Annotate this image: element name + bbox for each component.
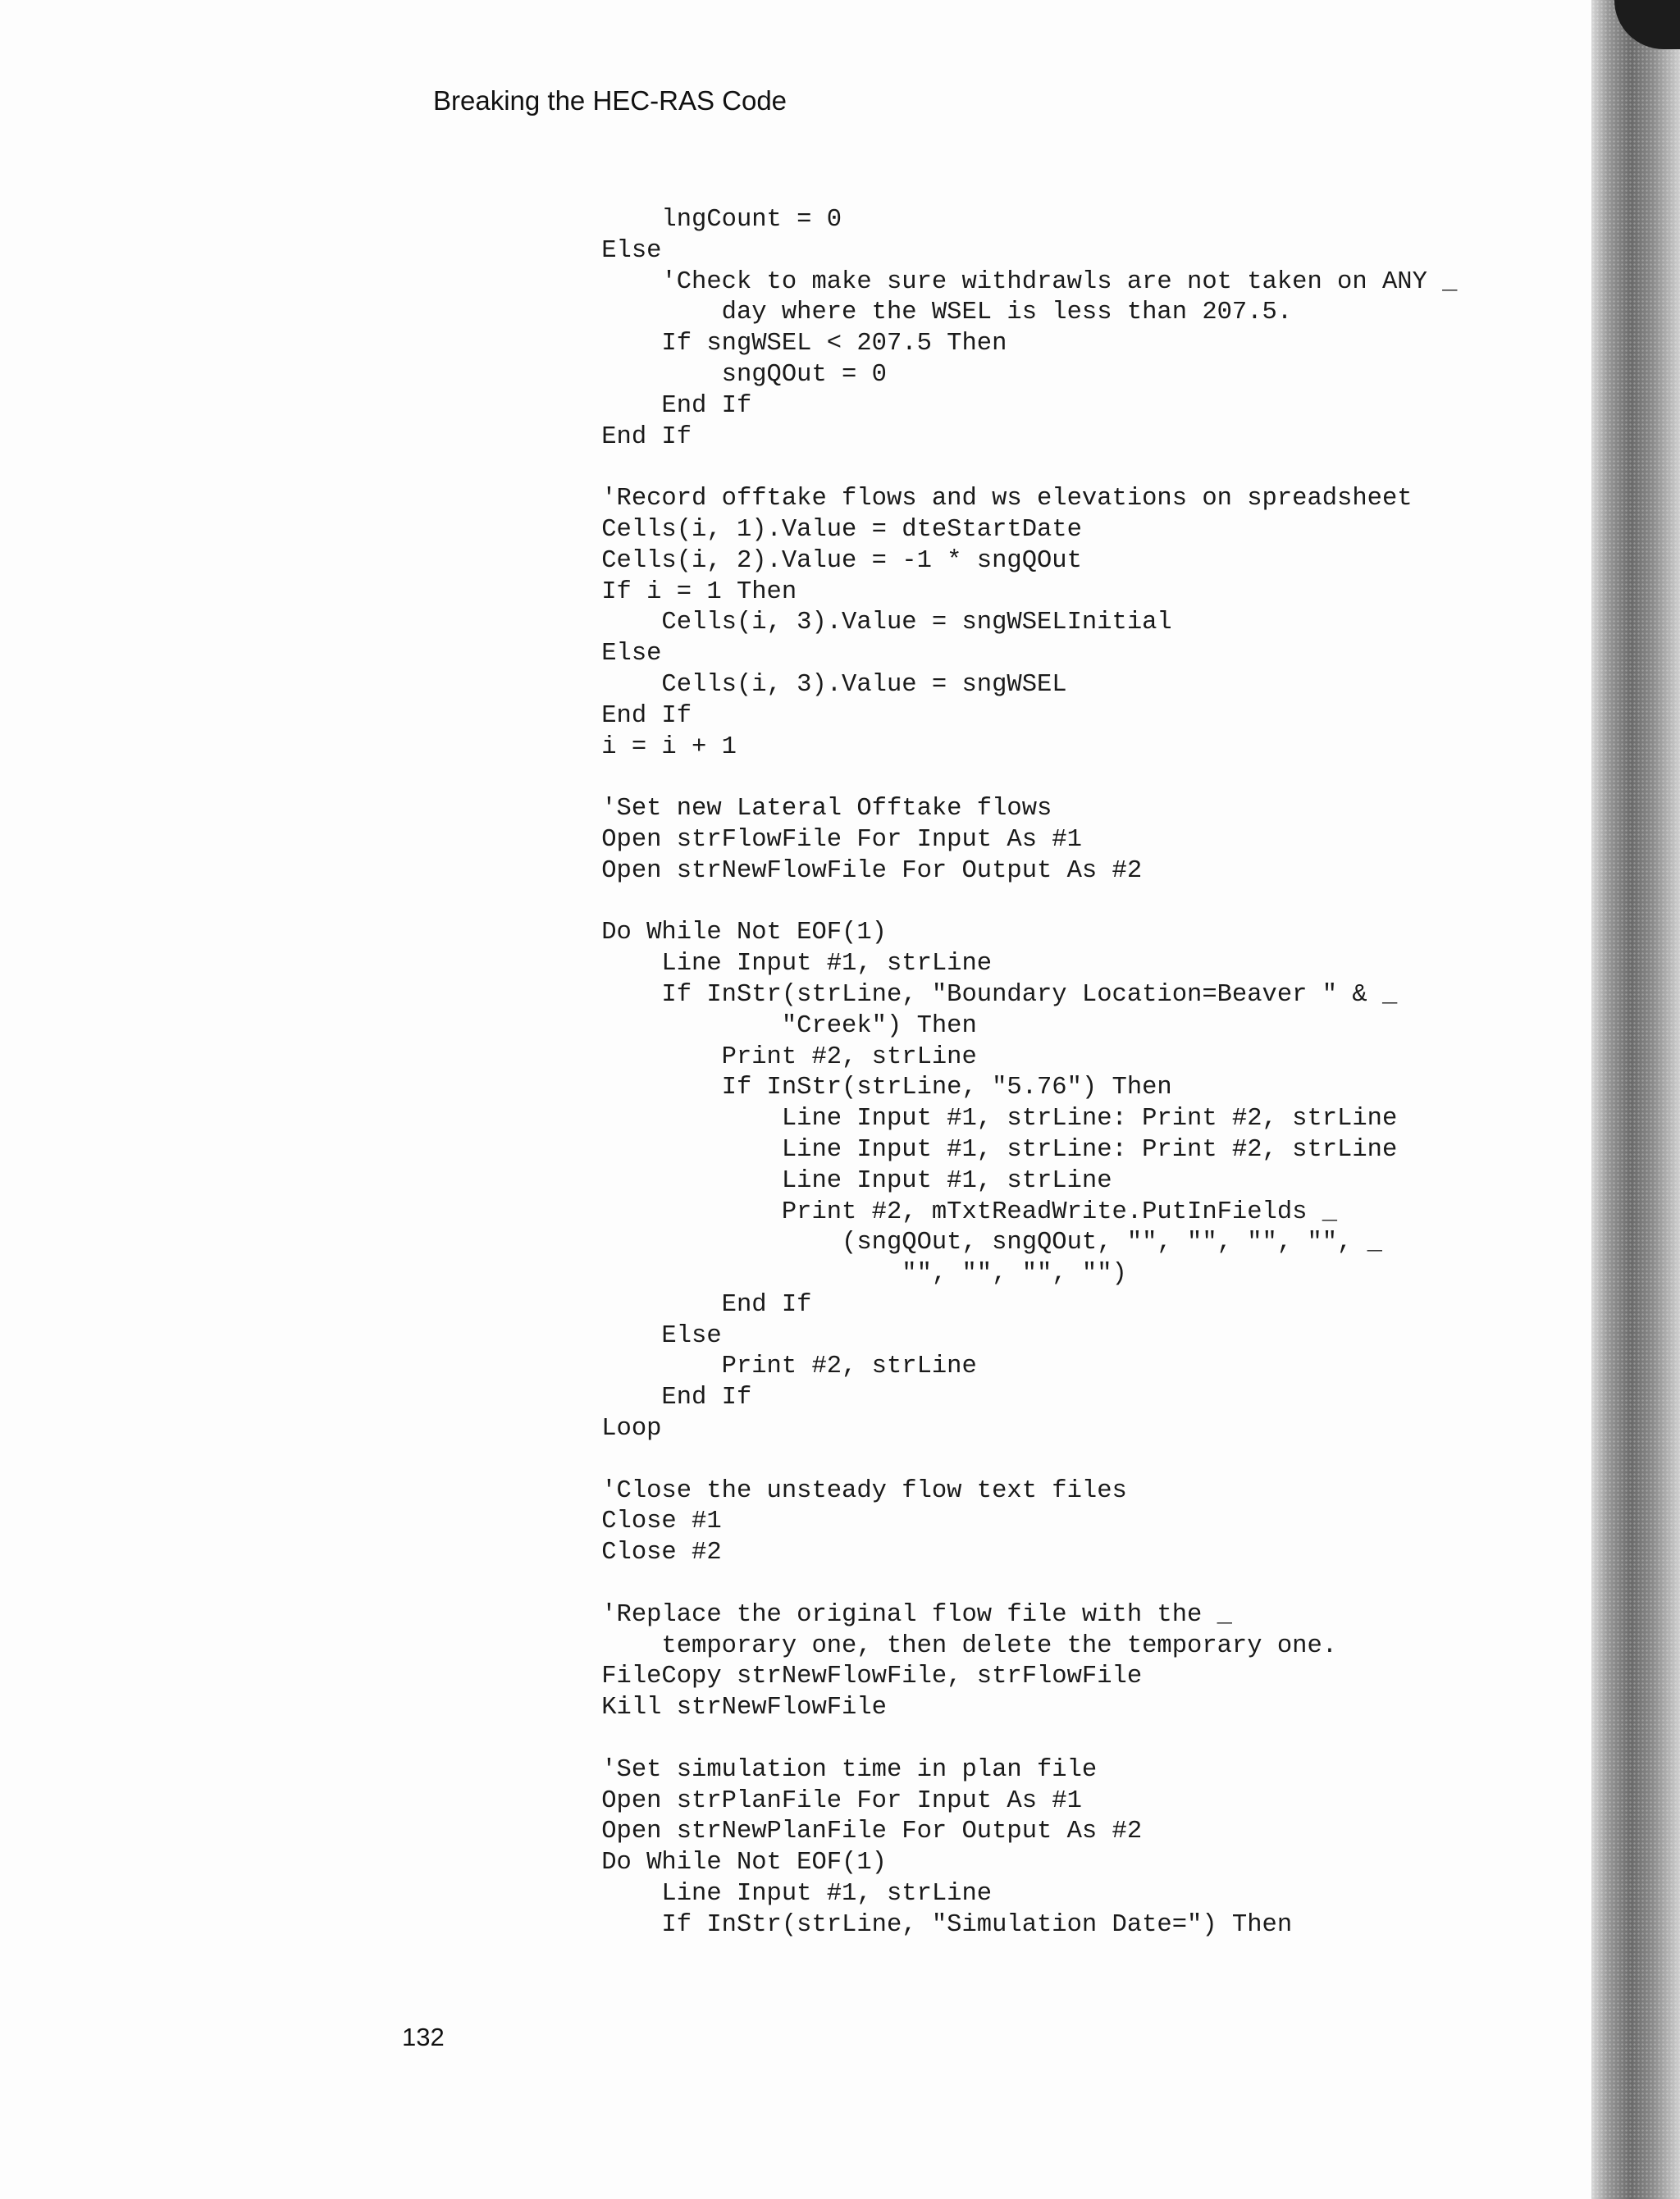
- code-line: Print #2, mTxtReadWrite.PutInFields _: [541, 1198, 1338, 1226]
- code-line: Else: [541, 236, 662, 265]
- code-line: sngQOut = 0: [541, 360, 887, 389]
- code-line: Else: [541, 640, 662, 668]
- code-line: Cells(i, 3).Value = sngWSEL: [541, 670, 1067, 699]
- code-line: Cells(i, 2).Value = -1 * sngQOut: [541, 546, 1082, 575]
- code-line: temporary one, then delete the temporary one.: [541, 1631, 1338, 1660]
- code-line: Close #2: [541, 1539, 722, 1567]
- code-line: 'Close the unsteady flow text files: [541, 1476, 1127, 1505]
- code-line: Else: [541, 1321, 722, 1350]
- code-line: Line Input #1, strLine: Print #2, strLine: [541, 1105, 1398, 1134]
- code-line: End If: [541, 422, 692, 451]
- running-header: Breaking the HEC-RAS Code: [433, 85, 788, 116]
- code-line: End If: [541, 1384, 752, 1412]
- code-line: Open strNewFlowFile For Output As #2: [541, 856, 1143, 885]
- code-line: End If: [541, 701, 692, 730]
- code-line: FileCopy strNewFlowFile, strFlowFile: [541, 1663, 1143, 1691]
- code-line: Line Input #1, strLine: [541, 1880, 993, 1909]
- code-line: If InStr(strLine, "Boundary Location=Beaver " & _: [541, 980, 1398, 1009]
- code-line: 'Replace the original flow file with the _: [541, 1600, 1232, 1629]
- code-line: [541, 1724, 1457, 1755]
- code-listing: [541, 205, 1457, 1941]
- code-line: End If: [541, 391, 752, 420]
- code-line: Print #2, strLine: [541, 1353, 977, 1381]
- code-line: Do While Not EOF(1): [541, 919, 887, 947]
- code-line: "", "", "", ""): [541, 1260, 1127, 1289]
- code-line: Line Input #1, strLine: [541, 950, 993, 979]
- code-line: Kill strNewFlowFile: [541, 1694, 887, 1722]
- code-line: 'Record offtake flows and ws elevations on spreadsheet: [541, 485, 1413, 513]
- code-line: [541, 1569, 1457, 1600]
- code-line: Cells(i, 1).Value = dteStartDate: [541, 515, 1082, 544]
- book-spine-texture: [1591, 0, 1680, 2199]
- code-line: Cells(i, 3).Value = sngWSELInitial: [541, 609, 1172, 637]
- code-line: Line Input #1, strLine: [541, 1166, 1112, 1195]
- code-line: lngCount = 0: [541, 206, 842, 234]
- code-line: If InStr(strLine, "Simulation Date=") Then: [541, 1910, 1293, 1939]
- code-line: 'Check to make sure withdrawls are not taken on ANY _: [541, 267, 1458, 296]
- code-line: Open strNewPlanFile For Output As #2: [541, 1818, 1143, 1846]
- code-line: day where the WSEL is less than 207.5.: [541, 299, 1293, 327]
- code-line: [541, 1445, 1457, 1476]
- code-line: i = i + 1: [541, 732, 737, 761]
- code-line: "Creek") Then: [541, 1011, 977, 1040]
- code-line: [541, 887, 1457, 919]
- code-line: End If: [541, 1290, 812, 1319]
- code-line: [541, 763, 1457, 794]
- code-line: Do While Not EOF(1): [541, 1849, 887, 1877]
- code-line: Print #2, strLine: [541, 1042, 977, 1071]
- code-line: Open strFlowFile For Input As #1: [541, 825, 1082, 854]
- code-line: Close #1: [541, 1508, 722, 1536]
- code-line: Loop: [541, 1415, 662, 1444]
- page-number: 132: [402, 2023, 445, 2051]
- code-line: [541, 453, 1457, 484]
- code-line: (sngQOut, sngQOut, "", "", "", "", _: [541, 1229, 1382, 1257]
- code-line: Open strPlanFile For Input As #1: [541, 1786, 1082, 1815]
- code-line: If InStr(strLine, "5.76") Then: [541, 1074, 1172, 1102]
- code-line: 'Set simulation time in plan file: [541, 1755, 1098, 1784]
- code-line: 'Set new Lateral Offtake flows: [541, 795, 1052, 823]
- code-line: Line Input #1, strLine: Print #2, strLine: [541, 1135, 1398, 1164]
- code-line: If sngWSEL < 207.5 Then: [541, 330, 1007, 358]
- code-line: If i = 1 Then: [541, 577, 797, 606]
